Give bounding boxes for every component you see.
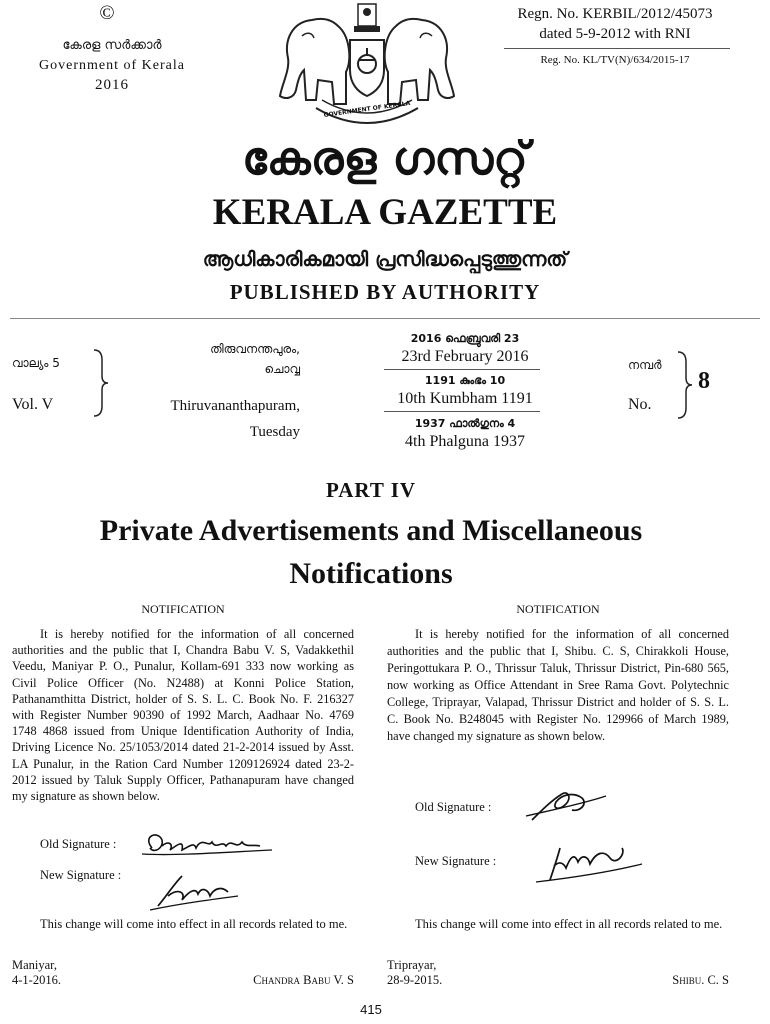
date-rule-1 [384, 369, 540, 370]
volume-label: Vol. V [12, 396, 54, 413]
page-number: 415 [360, 1002, 382, 1017]
left-old-signature-label: Old Signature : [40, 837, 117, 851]
right-date: 28-9-2015. [387, 973, 443, 987]
right-new-signature-label: New Signature : [415, 854, 497, 868]
right-place: Triprayar, [387, 958, 437, 972]
left-notification-heading: NOTIFICATION [141, 602, 225, 616]
day-name: Tuesday [249, 424, 300, 440]
header-rule [504, 48, 730, 49]
place-name: Thiruvananthapuram, [170, 398, 300, 414]
header-year: 2016 [95, 77, 129, 93]
number-malayalam: നമ്പർ [628, 358, 662, 372]
published-by-authority-malayalam: ആധികാരികമായി പ്രസിദ്ധപ്പെടുത്തുന്നത് [202, 247, 568, 271]
government-name: Government of Kerala [39, 58, 185, 73]
right-old-signature [522, 780, 612, 830]
number-label: No. [628, 396, 652, 413]
emblem-ribbon-text: GOVERNMENT OF KERALA [323, 99, 411, 120]
left-effect-statement: This change will come into effect in all records related to me. [40, 917, 348, 931]
volume-malayalam: വാല്യം 5 [12, 356, 60, 370]
part-title-line2: Notifications [289, 557, 453, 590]
left-new-signature [138, 866, 258, 916]
part-label: PART IV [325, 478, 417, 502]
day-malayalam: ചൊവ്വ [264, 362, 300, 376]
date-rule-2 [384, 411, 540, 412]
postal-registration-number: Reg. No. KL/TV(N)/634/2015-17 [540, 54, 690, 66]
government-name-malayalam: കേരള സർക്കാർ [62, 38, 162, 53]
published-by-authority: PUBLISHED BY AUTHORITY [229, 280, 541, 304]
issue-number: 8 [698, 368, 710, 394]
left-notification-body: It is hereby notified for the information of all concerned authorities and the public that I, Chandra Babu V. S, Vadakkethil Veedu, Maniyar P. O., Punalur, Kollam-691 333 now working as Civil Police Officer (No. N2488) at Konni Police Station, Pathanamthitta District, holder of S. S. L. C. Book No. F. 216327 with Register Number 90390 of 1992 March, Aadhaar No. 4769 1748 4868 issued from Unique Identification Authority of India, Driving Licence No. 25/1053/2014 dated 21-2-2014 issued by Asst. LA Punalur, in the Ration Card Number 1209126924 dated 23-2-2012 issued by Taluk Supply Officer, Pathanapuram have changed my signature as shown below. [12, 627, 354, 804]
copyright-symbol: © [99, 2, 115, 24]
right-new-signature [530, 838, 650, 888]
malayalam-era-date: 10th Kumbham 1191 [397, 390, 533, 407]
left-signatory-name: Chandra Babu V. S [253, 973, 354, 987]
gregorian-date: 23rd February 2016 [401, 348, 529, 365]
malayalam-era-date-malayalam: 1191 കുംഭം 10 [424, 374, 506, 387]
part-title-line1: Private Advertisements and Miscellaneous [99, 514, 643, 547]
left-old-signature [138, 826, 278, 866]
registration-number: Regn. No. KERBIL/2012/45073 [517, 6, 713, 22]
gregorian-date-malayalam: 2016 ഫെബ്രുവരി 23 [410, 332, 520, 345]
left-place: Maniyar, [12, 958, 57, 972]
right-notification-body: It is hereby notified for the information of all concerned authorities and the public that I, Shibu. C. S, Chirakkoli House, Peringottukara P. O., Thrissur Taluk, Thrissur District, Pin-680 565, now working as Office Attendant in Sree Rama Govt. Polytechnic College, Triprayar, Valapad, Thrissur District and holder of S. S. L. C. Book No. B248045 with Register No. 129966 of March 1989, have changed my signature as shown below. [387, 627, 729, 743]
gazette-title: KERALA GAZETTE [212, 192, 558, 233]
kerala-emblem [272, 0, 462, 128]
saka-date-malayalam: 1937 ഫാൽഗുനം 4 [414, 417, 516, 430]
place-malayalam: തിരുവനന്തപുരം, [210, 342, 300, 356]
registration-date: dated 5-9-2012 with RNI [539, 26, 691, 42]
right-notification-heading: NOTIFICATION [516, 602, 600, 616]
gazette-title-malayalam: കേരള ഗസറ്റ് [242, 131, 528, 185]
masthead-rule [10, 318, 760, 319]
right-old-signature-label: Old Signature : [415, 800, 492, 814]
volume-brace [92, 348, 110, 418]
left-new-signature-label: New Signature : [40, 868, 122, 882]
right-effect-statement: This change will come into effect in all records related to me. [415, 917, 723, 931]
right-signatory-name: Shibu. C. S [672, 973, 729, 987]
saka-date: 4th Phalguna 1937 [405, 433, 525, 450]
number-brace [676, 350, 694, 420]
left-date: 4-1-2016. [12, 973, 61, 987]
